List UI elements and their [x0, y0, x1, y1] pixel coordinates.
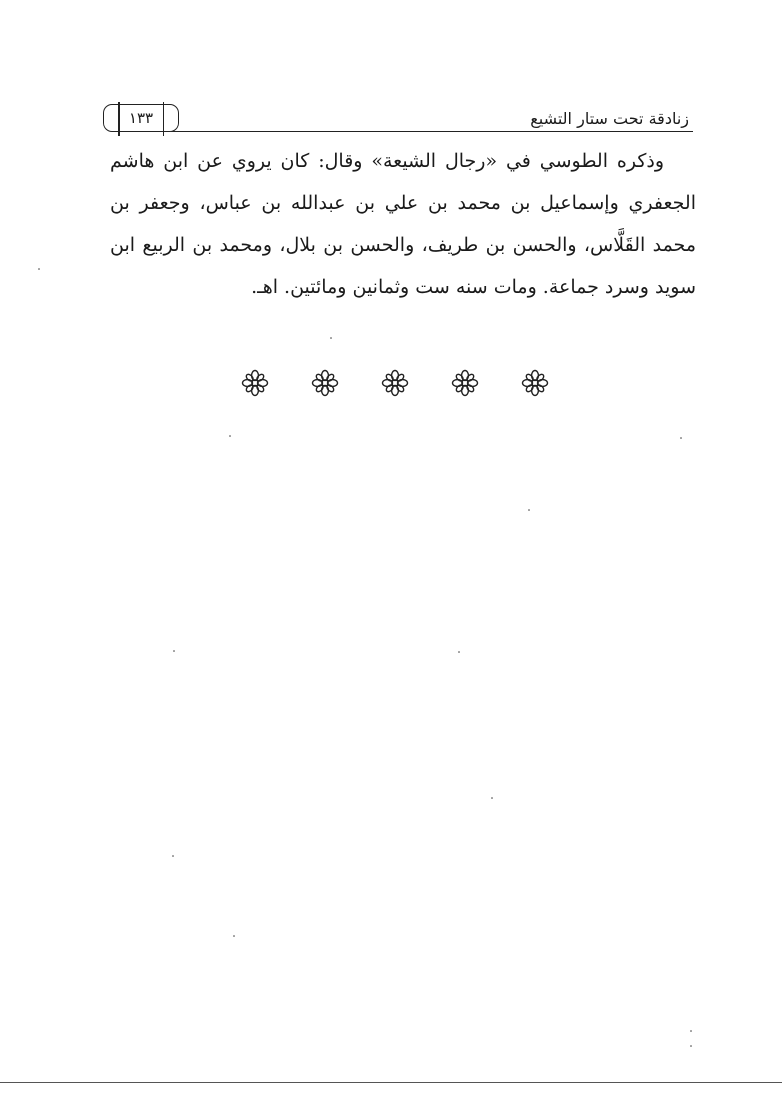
flower-ornament-icon [380, 368, 410, 398]
page-header [103, 104, 693, 134]
scan-speck [680, 437, 682, 439]
page-number: ١٣٣ [128, 109, 154, 127]
scan-speck [458, 651, 460, 653]
header-rule [171, 131, 693, 132]
flower-ornament-icon [450, 368, 480, 398]
page-number-frame [103, 104, 179, 132]
scan-speck [173, 650, 175, 652]
scan-speck [330, 337, 332, 339]
scan-speck [690, 1045, 692, 1047]
flower-ornament-icon [240, 368, 270, 398]
scan-speck [690, 1030, 692, 1032]
scan-speck [229, 435, 231, 437]
scan-speck [38, 268, 40, 270]
flower-ornament-icon [310, 368, 340, 398]
body-paragraph: وذكره الطوسي في «رجال الشيعة» وقال: كان يروي عن ابن هاشم الجعفري وإسماعيل بن محمد بن علي بن عبدالله بن عباس، وجعفر بن محمد القَلَّاس، والحسن بن طريف، والحسن بن بلال، ومحمد بن الربيع ابن سويد وسرد جماعة. ومات سنه ست وثمانين ومائتين. اهـ. [110, 150, 696, 298]
scan-speck [233, 935, 235, 937]
scan-speck [491, 797, 493, 799]
scan-speck [172, 855, 174, 857]
body-text [110, 140, 696, 308]
flower-ornament-icon [520, 368, 550, 398]
section-divider-ornaments [240, 368, 550, 398]
scan-speck [528, 509, 530, 511]
running-title: زنادقة تحت ستار التشيع [530, 109, 689, 128]
scan-edge-line [0, 1082, 782, 1083]
